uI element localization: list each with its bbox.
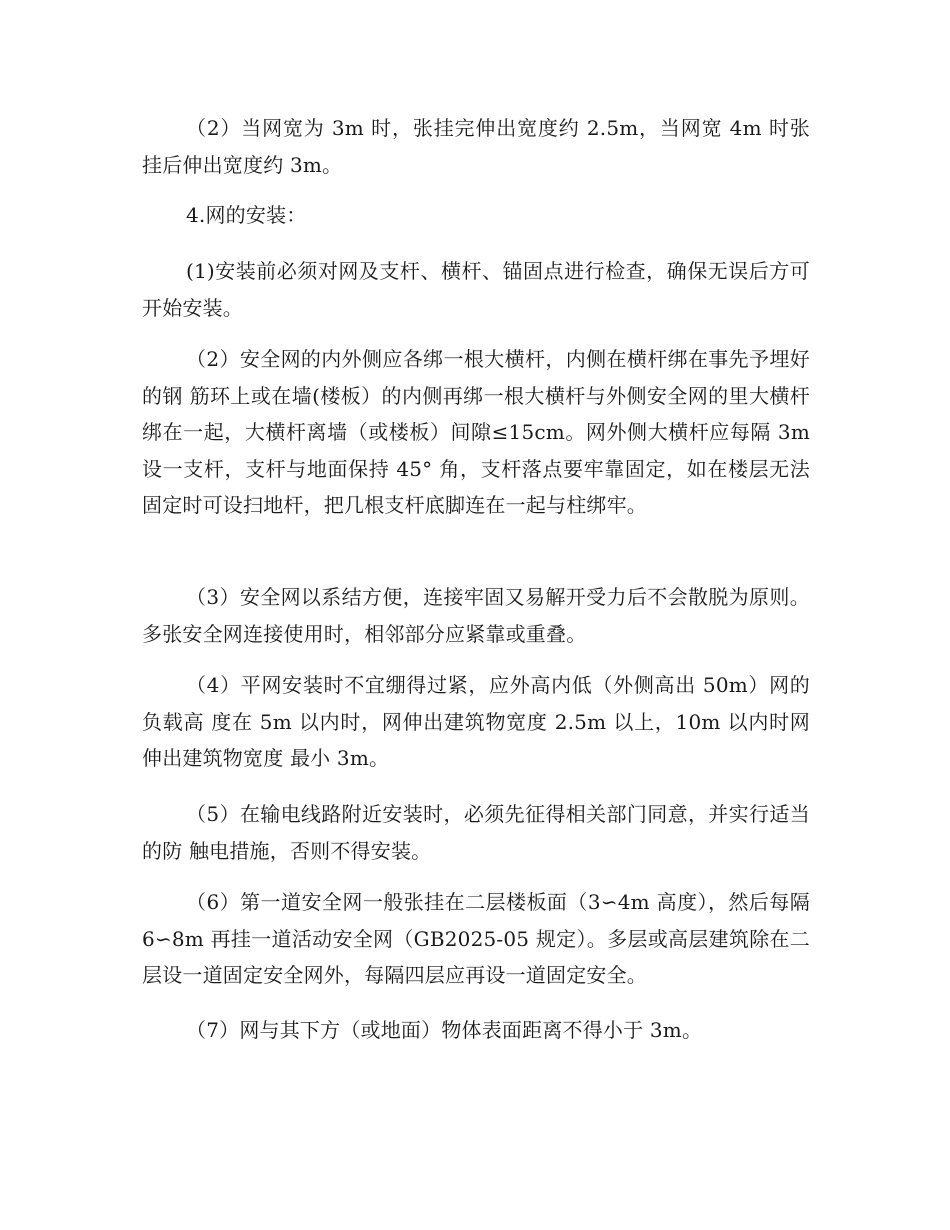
paragraph-connection: （3）安全网以系结方便，连接牢固又易解开受力后不会散脱为原则。多张安全网连接使用时，相邻部分应紧靠或重叠。 [142, 585, 810, 646]
paragraph-net-width: （2）当网宽为 3m 时，张挂完伸出宽度约 2.5m，当网宽 4m 时张挂后伸出宽度约 3m。 [142, 116, 810, 177]
paragraph-power-lines: （5）在输电线路附近安装时，必须先征得相关部门同意，并实行适当的防 触电措施，否则不得安装。 [142, 802, 810, 863]
paragraph-inspection: (1)安装前必须对网及支杆、横杆、锚固点进行检查，确保无误后方可开始安装。 [142, 259, 810, 320]
paragraph-clearance: （7）网与其下方（或地面）物体表面距离不得小于 3m。 [186, 1018, 703, 1042]
paragraph-first-net: （6）第一道安全网一般张挂在二层楼板面（3∽4m 高度），然后每隔 6∽8m 再挂一道活动安全网（GB2025-05 规定）。多层或高层建筑除在二层设一道固定安全网外，每隔四层应再设一道固定安全。 [142, 890, 810, 987]
section-heading-net-installation: 4.网的安装： [186, 203, 307, 227]
paragraph-crossbars: （2）安全网的内外侧应各绑一根大横杆，内侧在横杆绑在事先予埋好的钢 筋环上或在墙(楼板）的内侧再绑一根大横杆与外侧安全网的里大横杆绑在一起，大横杆离墙（或楼板）间隙≤15cm。网外侧大横杆应每隔 3m 设一支杆，支杆与地面保持 45° 角，支杆落点要牢靠固定，如在楼层无法固定时可设扫地杆，把几根支杆底脚连在一起与柱绑牢。 [142, 347, 810, 517]
paragraph-flat-net: （4）平网安装时不宜绷得过紧，应外高内低（外侧高出 50m）网的负载高 度在 5m 以内时，网伸出建筑物宽度 2.5m 以上，10m 以内时网伸出建筑物宽度 最小 3m。 [142, 673, 810, 770]
